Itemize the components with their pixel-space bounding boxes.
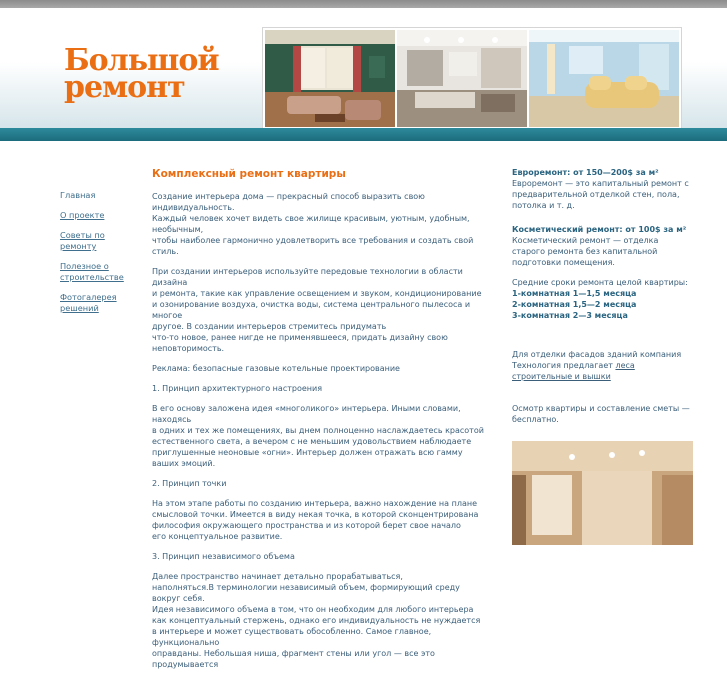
- paragraph-intro: Создание интерьера дома — прекрасный способ выразить свою индивидуальность. Каждый человек хочет видеть свое жилище красивым, уютным, удобным, необычным, чтобы наиболее гармонично удовлетворить все требования и создать свой стиль.: [152, 192, 474, 256]
- paragraph-advert: Реклама: безопасные газовые котельные проектирование: [152, 364, 400, 373]
- heading-principle-1: 1. Принцип архитектурного настроения: [152, 384, 323, 393]
- facade-offer-text: Для отделки фасадов зданий компания Технология предлагает: [512, 350, 682, 370]
- logo-line-1: Большой: [64, 43, 219, 78]
- paragraph-principle-1: В его основу заложена идея «многоликого» интерьера. Иными словами, находясь в одних и тех же помещениях, вы днем полноценно наслаждаетесь красотой естественного света, а вечером с не меньшим удовольствием наблюдаете приглушенные неоновые «огни». Интерьер должен отражать всю гамму ваших эмоций.: [152, 404, 484, 468]
- right-sidebar: [512, 167, 690, 434]
- site-logo[interactable]: [64, 43, 224, 105]
- paragraph-principle-3: Далее пространство начинает детально прорабатываться, наполняться.В терминологии независимый объем, формирующий среду вокруг себя. Идея независимого объема в том, что он необходим для любого интерьера как концептуальный стержень, однако его индивидуальность не нуждается в интерьере и может существовать обособленно. Самое главное, функционально оправданы. Небольшая ниша, фрагмент стены или угол — все это продумывается: [152, 572, 481, 669]
- header-photo-strip: [262, 27, 682, 130]
- teal-divider-band: [0, 128, 727, 141]
- euro-repair-title: Евроремонт: от 150—200$ за м²: [512, 168, 659, 177]
- paragraph-technologies: При создании интерьеров используйте передовые технологии в области дизайна и ремонта, такие как управление освещением и звуком, кондиционирование и озонирование воздуха, очистка воды, система центрального пылесоса и многое другое. В создании интерьеров стремитесь придумать что-то новое, ранее нигде не применявшееся, придать дизайну свою неповторимость.: [152, 267, 482, 353]
- repair-terms-title: Средние сроки ремонта целой квартиры:: [512, 278, 688, 287]
- repair-term-2room: 2-комнатная 1,5—2 месяца: [512, 300, 637, 309]
- repair-term-1room: 1-комнатная 1—1,5 месяца: [512, 289, 637, 298]
- repair-term-3room: 3-комнатная 2—3 месяца: [512, 311, 628, 320]
- heading-principle-2: 2. Принцип точки: [152, 479, 227, 488]
- repair-terms-list: [512, 288, 690, 321]
- free-survey-text: Осмотр квартиры и составление сметы — бесплатно.: [512, 404, 690, 424]
- main-content: [152, 167, 487, 679]
- nav-link-photo-gallery[interactable]: Фотогалерея решений: [60, 292, 117, 313]
- nav-link-home[interactable]: Главная: [60, 190, 96, 200]
- header-photo-blue-room-sofa: [529, 30, 679, 127]
- euro-repair-text: Евроремонт — это капитальный ремонт с предварительной отделкой стен, пола, потолка и т. д.: [512, 179, 689, 210]
- room-photo: [512, 441, 693, 545]
- nav-link-about[interactable]: О проекте: [60, 210, 105, 220]
- sidebar-nav: [60, 190, 122, 323]
- facade-offer: [512, 349, 690, 382]
- top-bar: [0, 0, 727, 8]
- cosmetic-repair-title: Косметический ремонт: от 100$ за м²: [512, 225, 687, 234]
- nav-link-repair-tips[interactable]: Советы по ремонту: [60, 230, 105, 251]
- logo-line-2: ремонт: [64, 70, 185, 105]
- cosmetic-repair-text: Косметический ремонт — отделка старого ремонта без капитальной подготовки помещения.: [512, 236, 659, 267]
- scaffolding-link[interactable]: леса строительные и вышки: [512, 361, 635, 381]
- paragraph-principle-2: На этом этапе работы по созданию интерьера, важно нахождение на плане смысловой точки. Имеется в виду некая точка, в которой сконцентрирована философия окружающего пространства и из которой берет свое начало его концептуальное развитие.: [152, 499, 479, 541]
- nav-link-construction-info[interactable]: Полезное о строительстве: [60, 261, 124, 282]
- header: [0, 8, 727, 128]
- header-photo-green-living-room: [265, 30, 395, 127]
- heading-principle-3: 3. Принцип независимого объема: [152, 552, 295, 561]
- header-photo-modern-interior: [397, 30, 527, 127]
- page-title: Комплексный ремонт квартиры: [152, 168, 346, 180]
